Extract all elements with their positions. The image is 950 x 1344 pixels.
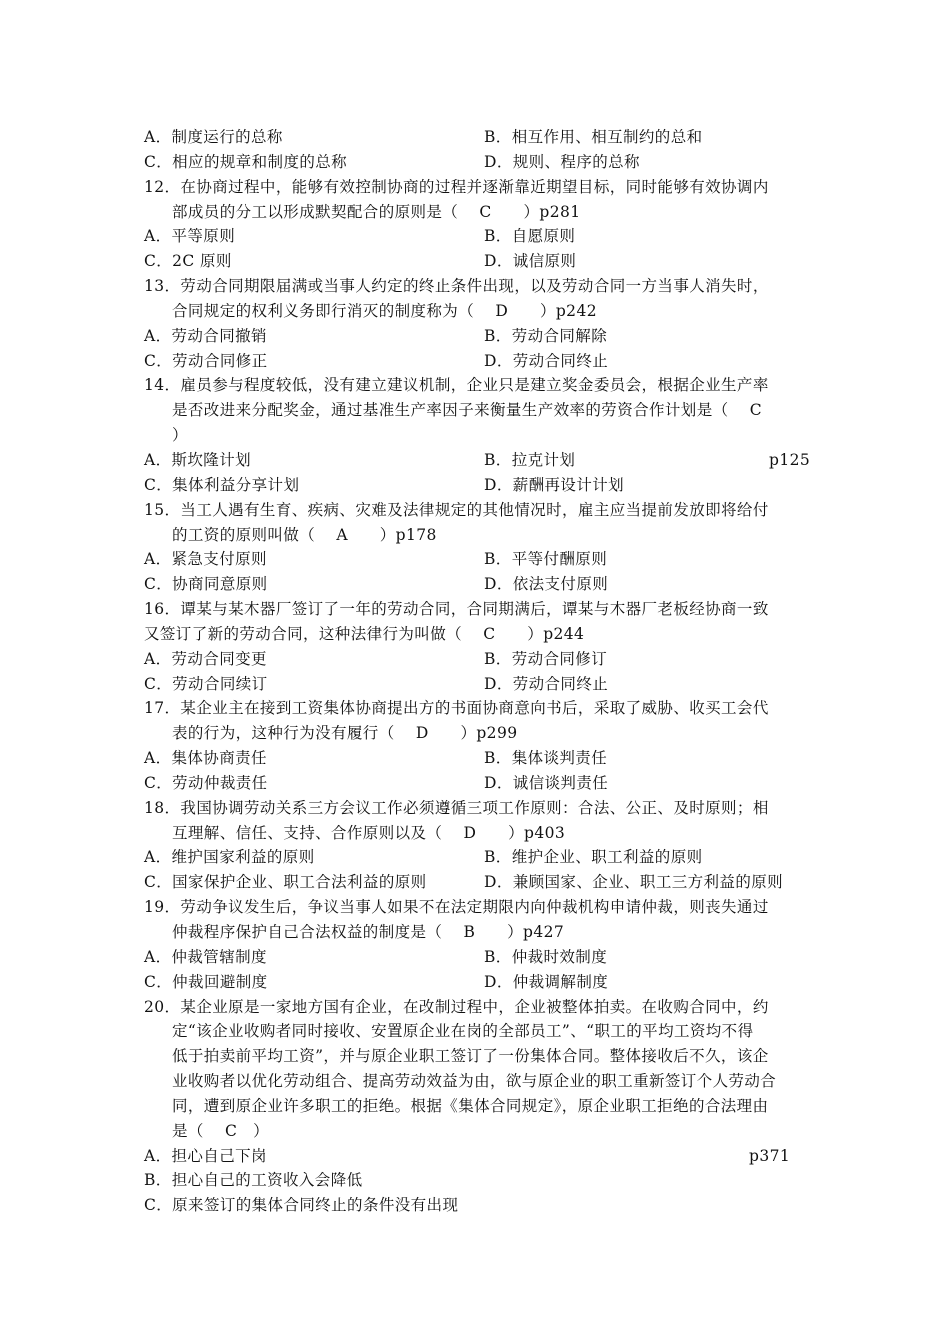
question-text: 19．劳动争议发生后，争议当事人如果不在法定期限内向仲裁机构申请仲裁，则丧失通过 xyxy=(144,898,769,917)
option-left: C．劳动仲裁责任 xyxy=(144,773,268,792)
question-continuation xyxy=(144,920,809,945)
option-right: D．劳动合同终止 xyxy=(484,674,609,693)
option-right: D．依法支付原则 xyxy=(484,575,609,594)
option-left: A．劳动合同撤销 xyxy=(144,326,267,345)
option-row xyxy=(144,945,809,970)
option-left: A．集体协商责任 xyxy=(144,749,267,768)
option-single: A．担心自己下岗 xyxy=(144,1146,267,1165)
option-left: A．斯坎隆计划 xyxy=(144,450,251,469)
option-single: C．原来签订的集体合同终止的条件没有出现 xyxy=(144,1196,459,1215)
option-row xyxy=(144,249,809,274)
question-text: 15．当工人遇有生育、疾病、灾难及法律规定的其他情况时，雇主应当提前发放即将给付 xyxy=(144,500,769,519)
question-text: 互理解、信任、支持、合作原则以及（ D ）p403 xyxy=(172,823,566,842)
option-row xyxy=(144,572,809,597)
question-stem xyxy=(144,696,809,721)
question-continuation xyxy=(144,423,809,448)
question-continuation xyxy=(144,398,809,423)
page-reference: p371 xyxy=(749,1146,791,1165)
option-left: C．2C 原则 xyxy=(144,252,232,271)
option-row xyxy=(144,473,809,498)
question-text: 17．某企业主在接到工资集体协商提出方的书面协商意向书后，采取了威胁、收买工会代 xyxy=(144,699,769,718)
question-continuation xyxy=(144,1044,809,1069)
option-right: D．劳动合同终止 xyxy=(484,351,609,370)
option-left: A．制度运行的总称 xyxy=(144,128,283,146)
option-right: D．诚信谈判责任 xyxy=(484,773,609,792)
option-row xyxy=(144,870,809,895)
option-right: B．劳动合同解除 xyxy=(484,326,608,345)
page-reference: p125 xyxy=(769,450,811,469)
question-text: 的工资的原则叫做（ A ）p178 xyxy=(172,525,437,544)
question-text: 定“该企业收购者同时接收、安置原企业在岗的全部员工”、“职工的平均工资均不得 xyxy=(172,1022,754,1041)
question-text: 同，遭到原企业许多职工的拒绝。根据《集体合同规定》，原企业职工拒绝的合法理由 xyxy=(172,1096,769,1115)
option-row xyxy=(144,448,809,473)
option-row xyxy=(144,324,809,349)
option-row xyxy=(144,1168,809,1193)
question-stem xyxy=(144,498,809,523)
option-row xyxy=(144,1193,809,1218)
question-list xyxy=(144,125,809,1218)
question-text: 低于拍卖前平均工资”，并与原企业职工签订了一份集体合同。整体接收后不久，该企 xyxy=(172,1047,769,1066)
question-text: 14．雇员参与程度较低，没有建立建议机制，企业只是建立奖金委员会，根据企业生产率 xyxy=(144,376,769,395)
option-left: C．相应的规章和制度的总称 xyxy=(144,152,348,171)
question-text: 是否改进来分配奖金，通过基准生产率因子来衡量生产效率的劳资合作计划是（ C xyxy=(172,401,762,420)
question-continuation xyxy=(144,1119,809,1144)
option-row xyxy=(144,224,809,249)
option-right: B．劳动合同修订 xyxy=(484,649,608,668)
option-right: B．拉克计划 xyxy=(484,450,576,469)
option-row xyxy=(144,771,809,796)
question-text: 20．某企业原是一家地方国有企业，在改制过程中，企业被整体拍卖。在收购合同中，约 xyxy=(144,997,769,1016)
option-single: B．担心自己的工资收入会降低 xyxy=(144,1171,363,1190)
option-left: C．集体利益分享计划 xyxy=(144,475,300,494)
option-row xyxy=(144,845,809,870)
option-right: D．规则、程序的总称 xyxy=(484,152,640,171)
option-row xyxy=(144,349,809,374)
question-continuation xyxy=(144,523,809,548)
option-right: D．诚信原则 xyxy=(484,252,577,271)
option-right: B．仲裁时效制度 xyxy=(484,947,608,966)
question-text: 又签订了新的劳动合同，这种法律行为叫做（ C ）p244 xyxy=(144,624,585,643)
option-row xyxy=(144,746,809,771)
question-stem xyxy=(144,995,809,1020)
question-stem xyxy=(144,373,809,398)
question-text: 部成员的分工以形成默契配合的原则是（ C ）p281 xyxy=(172,202,581,221)
option-left: C．仲裁回避制度 xyxy=(144,972,268,991)
question-continuation xyxy=(144,622,809,647)
option-row xyxy=(144,672,809,697)
option-row xyxy=(144,647,809,672)
option-left: A．劳动合同变更 xyxy=(144,649,267,668)
question-continuation xyxy=(144,200,809,225)
question-continuation xyxy=(144,1069,809,1094)
question-continuation xyxy=(144,1019,809,1044)
option-left: A．紧急支付原则 xyxy=(144,550,267,569)
option-right: B．维护企业、职工利益的原则 xyxy=(484,848,703,867)
option-right: B．平等付酬原则 xyxy=(484,550,608,569)
question-continuation xyxy=(144,1094,809,1119)
option-left: A．仲裁管辖制度 xyxy=(144,947,267,966)
option-row xyxy=(144,1144,809,1169)
option-left: C．协商同意原则 xyxy=(144,575,268,594)
question-text: 是（ C ） xyxy=(172,1121,270,1140)
question-text: 业收购者以优化劳动组合、提高劳动效益为由，欲与原企业的职工重新签订个人劳动合 xyxy=(172,1072,777,1091)
question-text: 13．劳动合同期限届满或当事人约定的终止条件出现，以及劳动合同一方当事人消失时， xyxy=(144,277,769,296)
option-left: A．平等原则 xyxy=(144,227,236,246)
option-left: A．维护国家利益的原则 xyxy=(144,848,315,867)
option-left: C．国家保护企业、职工合法利益的原则 xyxy=(144,873,427,892)
question-text: 合同规定的权利义务即行消灭的制度称为（ D ）p242 xyxy=(172,301,597,320)
question-text: 12．在协商过程中，能够有效控制协商的过程并逐渐靠近期望目标，同时能够有效协调内 xyxy=(144,177,769,196)
question-text: 18．我国协调劳动关系三方会议工作必须遵循三项工作原则：合法、公正、及时原则；相 xyxy=(144,798,769,817)
question-stem xyxy=(144,175,809,200)
question-stem xyxy=(144,895,809,920)
option-left: C．劳动合同续订 xyxy=(144,674,268,693)
question-stem xyxy=(144,796,809,821)
question-text: ） xyxy=(172,426,188,445)
option-right: D．薪酬再设计计划 xyxy=(484,475,625,494)
question-continuation xyxy=(144,821,809,846)
option-right: B．相互作用、相互制约的总和 xyxy=(484,128,703,146)
option-row xyxy=(144,150,809,175)
question-text: 表的行为，这种行为没有履行（ D ）p299 xyxy=(172,724,518,743)
option-row xyxy=(144,970,809,995)
question-continuation xyxy=(144,299,809,324)
option-row xyxy=(144,125,809,150)
option-left: C．劳动合同修正 xyxy=(144,351,268,370)
option-right: D．兼顾国家、企业、职工三方利益的原则 xyxy=(484,873,784,892)
option-right: B．集体谈判责任 xyxy=(484,749,608,768)
question-continuation xyxy=(144,721,809,746)
question-text: 16．谭某与某木器厂签订了一年的劳动合同，合同期满后，谭某与木器厂老板经协商一致 xyxy=(144,600,769,619)
question-stem xyxy=(144,597,809,622)
option-right: D．仲裁调解制度 xyxy=(484,972,609,991)
question-stem xyxy=(144,274,809,299)
option-right: B．自愿原则 xyxy=(484,227,576,246)
option-row xyxy=(144,547,809,572)
question-text: 仲裁程序保护自己合法权益的制度是（ B ）p427 xyxy=(172,923,565,941)
